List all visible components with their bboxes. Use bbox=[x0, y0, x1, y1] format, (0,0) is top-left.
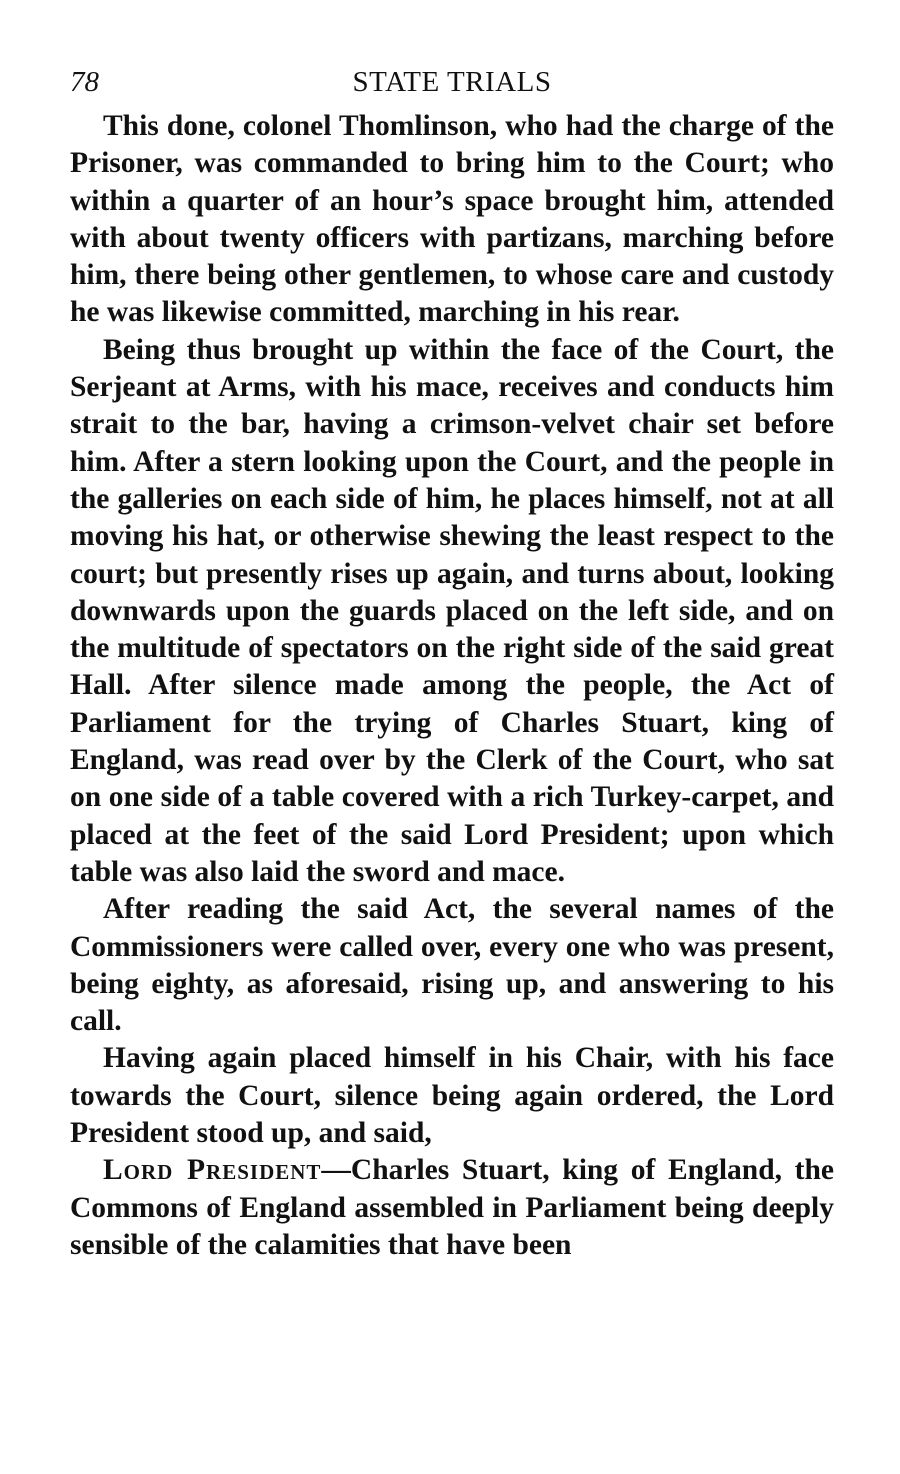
paragraph-lord-president-speech bbox=[70, 1152, 834, 1264]
page-header bbox=[70, 62, 834, 108]
page-number: 78 bbox=[70, 66, 99, 98]
paragraph-silence-ordered: Having again placed himself in his Chair, with his face towards the Court, silence being again ordered, the Lord President stood up, and said, bbox=[70, 1042, 834, 1150]
body-text bbox=[70, 108, 834, 1264]
paragraph-prisoner-brought: This done, colonel Thomlinson, who had the charge of the Prisoner, was commanded to bring him to the Court; who within a quarter of an hour’s space brought him, attended with about twenty officers with partizans, marching before him, there being other gentlemen, to whose care and custody he was likewise committed, marching in his rear. bbox=[70, 110, 834, 329]
paragraph-at-the-bar: Being thus brought up within the face of the Court, the Serjeant at Arms, with his mace, receives and conducts him strait to the bar, having a crimson-velvet chair set before him. After a stern looking upon the Court, and the people in the galleries on each side of him, he places himself, not at all moving his hat, or otherwise shewing the least respect to the court; but presently rises up again, and turns about, looking downwards upon the guards placed on the left side, and on the multitude of spectators on the right side of the said great Hall. After silence made among the people, the Act of Parliament for the trying of Charles Stuart, king of England, was read over by the Clerk of the Court, who sat on one side of a table covered with a rich Turkey-carpet, and placed at the feet of the said Lord President; upon which table was also laid the sword and mace. bbox=[70, 333, 834, 888]
paragraph-names-called: After reading the said Act, the several names of the Commissioners were called over, every one who was present, being eighty, as aforesaid, rising up, and answering to his call. bbox=[70, 893, 834, 1038]
running-title: STATE TRIALS bbox=[352, 66, 552, 98]
speaker-name: Lord President bbox=[103, 1154, 322, 1187]
book-page bbox=[70, 62, 834, 1264]
speech-dash: — bbox=[321, 1154, 351, 1187]
speech-text: Charles Stuart, king of England, the Commons of England assembled in Parliament being deeply sensible of the calamities that have been bbox=[70, 1154, 834, 1261]
